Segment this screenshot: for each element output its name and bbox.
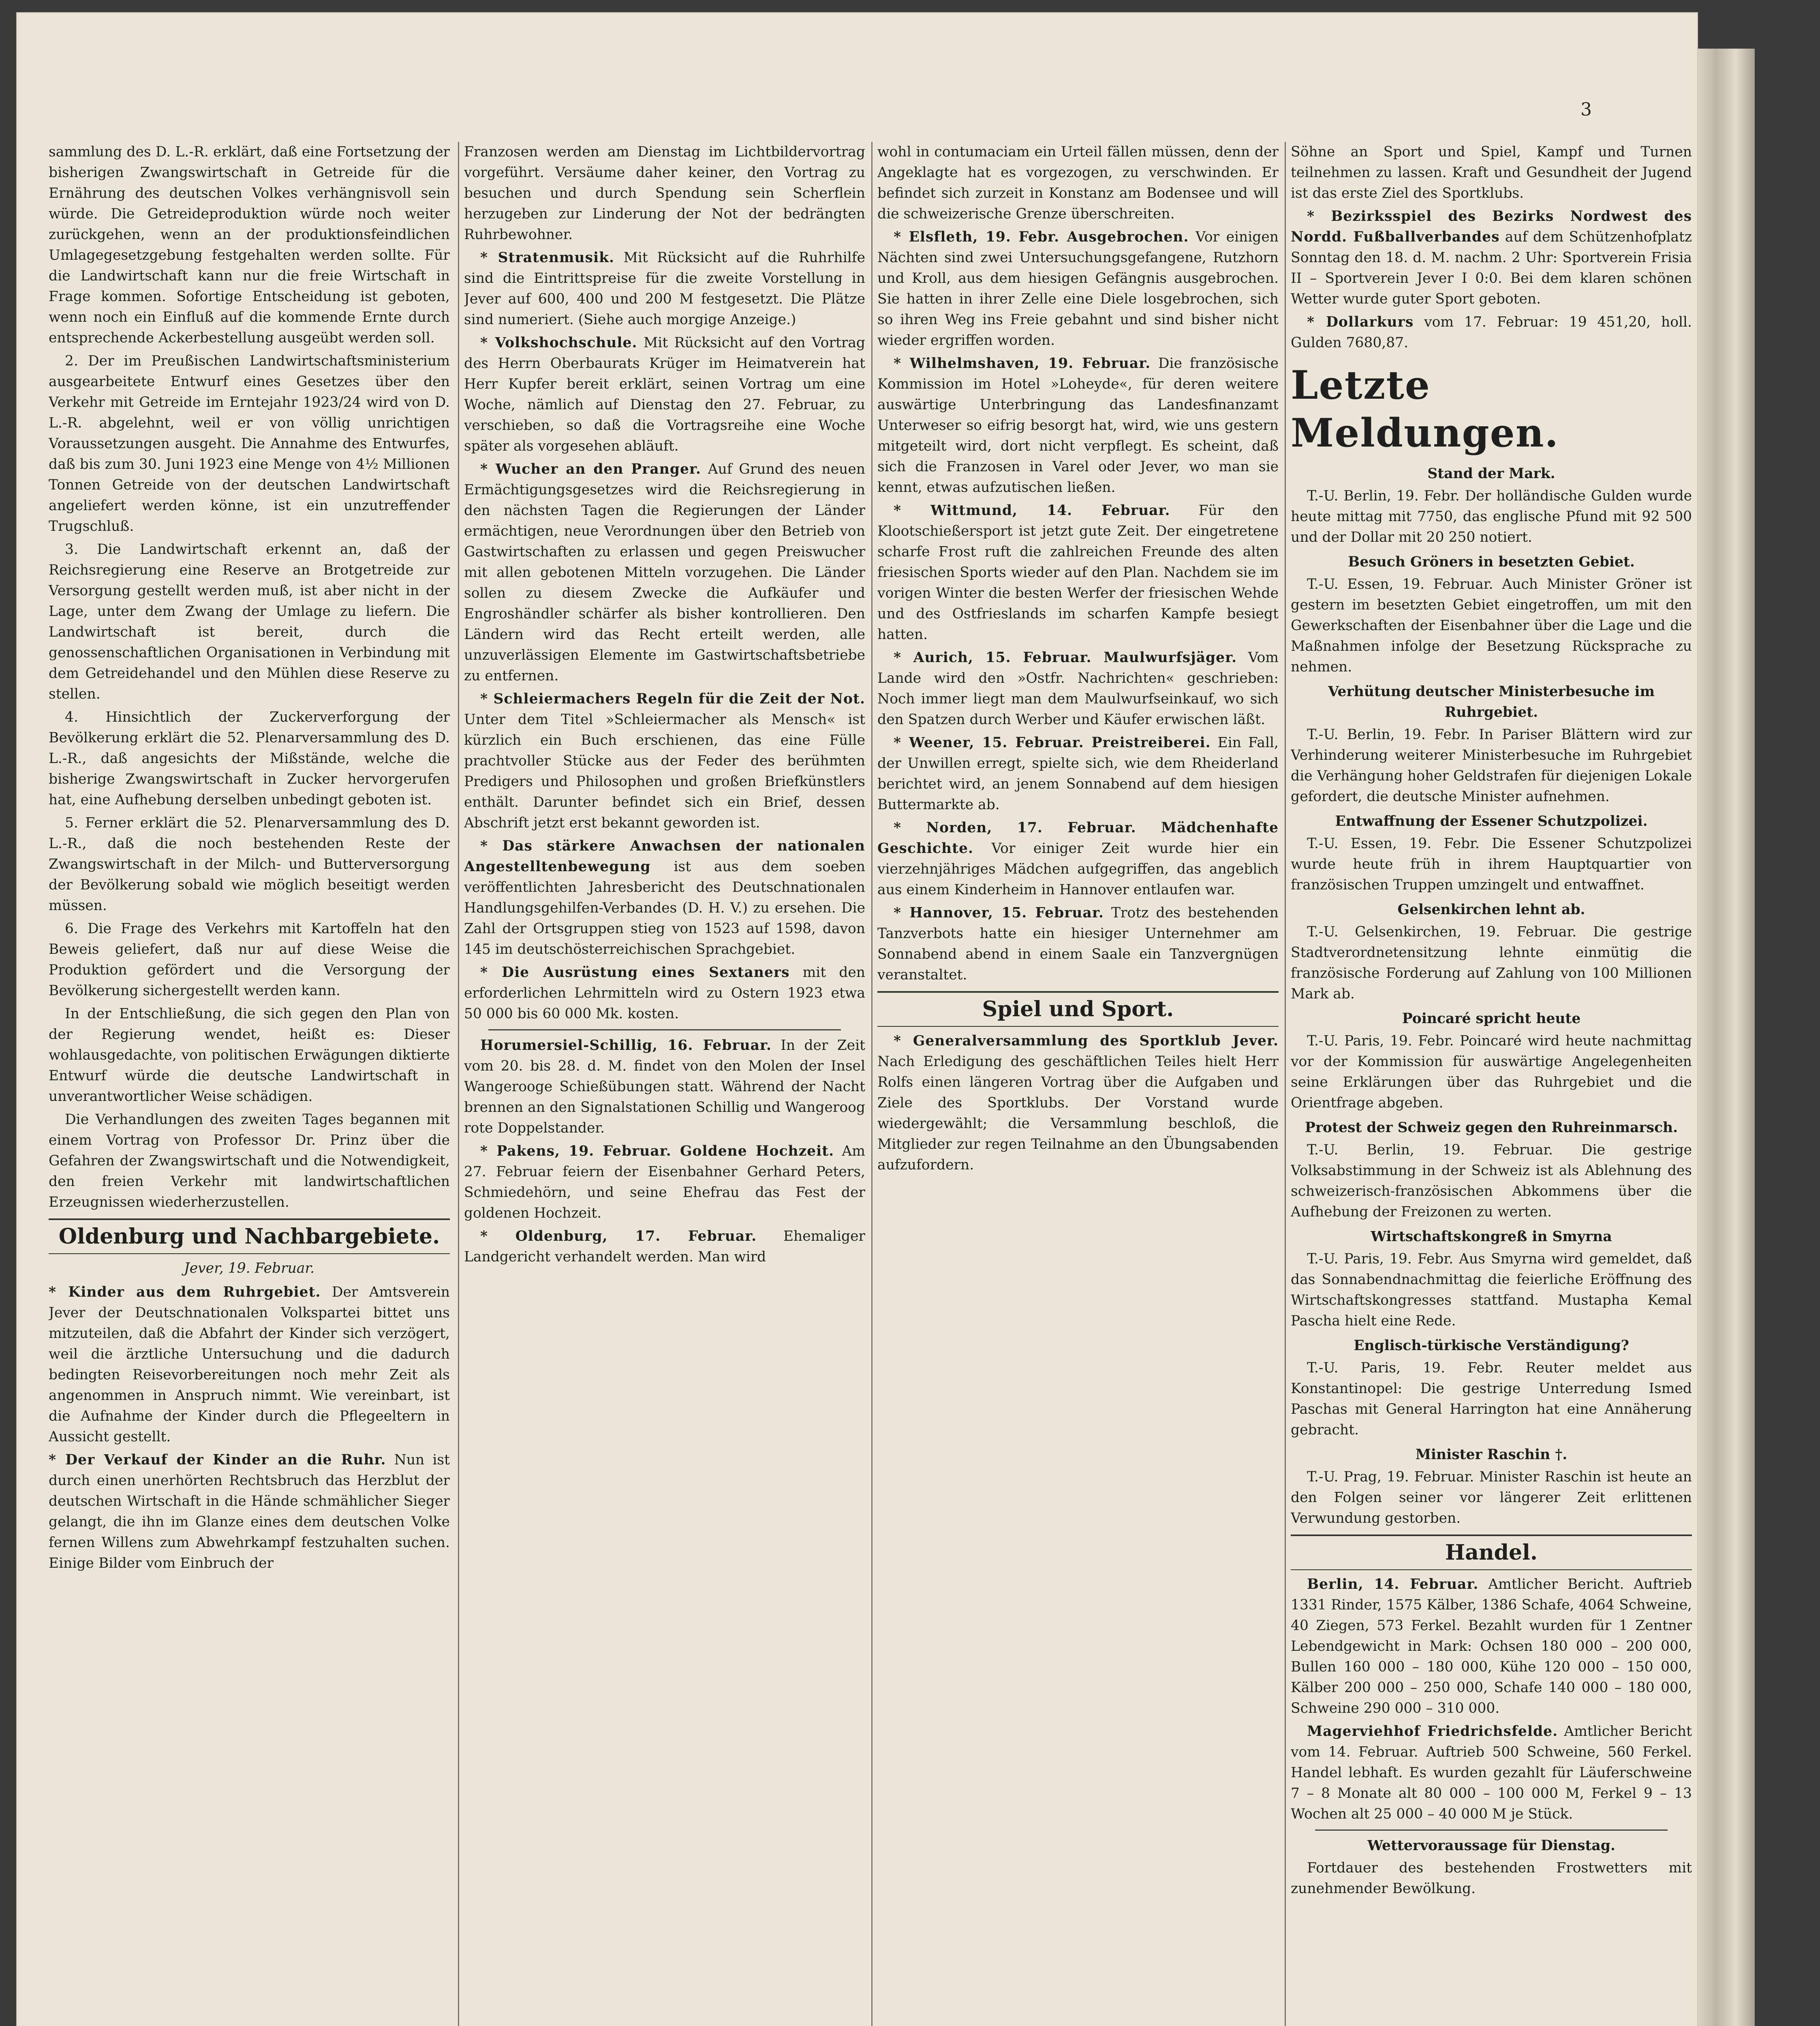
news-text: T.-U. Paris, 19. Febr. Reuter meldet aus Konstantinopel: Die gestrige Unterredung Ismed Paschas mit General Harrington hat eine Annäherung gebracht. <box>1291 1360 1692 1438</box>
item-text: Der Amtsverein Jever der Deutschnationalen Volkspartei bittet uns mitzuteilen, daß die Abfahrt der Kinder sich verzögert, weil die ärztliche Untersuchung und die dadurch bedingten Reisevorbereitungen noch mehr Zeit als angenommen in Anspruch nimmt. Wie vereinbart, ist die Aufnahme der Kinder durch die Pflegeeltern in Aussicht gestellt. <box>49 1284 450 1445</box>
news-item <box>49 1282 450 1447</box>
news-item <box>464 1141 865 1224</box>
item-text: Für den Klootschießersport ist jetzt gute Zeit. Der eingetretene scharfe Frost ruft die zahlreichen Freunde des alten friesischen Sports wieder auf den Plan. Nachdem sie im vorigen Winter die besten Werfer der friesischen Wehde und des Ostfrieslands im scharfen Kampfe besiegt hatten. <box>877 502 1279 643</box>
item-head: * Stratenmusik. <box>480 250 615 266</box>
item-head: * Wucher an den Pranger. <box>480 461 701 477</box>
news-text: T.-U. Berlin, 19. Febr. In Pariser Blättern wird zur Verhinderung weiterer Ministerbesuche im Ruhrgebiet die Verhängung hoher Geldstrafen für diejenigen Lokale gefordert, die deutsche Minister aufnehmen. <box>1291 727 1692 805</box>
news-head: Entwaffnung der Essener Schutzpolizei. <box>1335 813 1648 829</box>
news-item <box>1291 1574 1692 1719</box>
item-head: * Volkshochschule. <box>480 335 637 351</box>
news-head: Poincaré spricht heute <box>1402 1011 1581 1027</box>
news-head: Protest der Schweiz gegen den Ruhreinmarsch. <box>1305 1120 1678 1136</box>
news-head: Stand der Mark. <box>1427 466 1555 482</box>
news-text: T.-U. Prag, 19. Februar. Minister Raschin ist heute an den Folgen seiner vor längerer Zeit erlittenen Verwundung gestorben. <box>1291 1469 1692 1526</box>
item-head: * Wittmund, 14. Februar. <box>894 502 1170 519</box>
news-item <box>464 333 865 457</box>
news-item <box>877 500 1279 645</box>
item-text: Nun ist durch einen unerhörten Rechtsbruch das Herzblut der deutschen Wirtschaft in die Hände schmählicher Sieger gelangt, die ihn im Glanze eines dem deutschen Volke fernen Willens zum Abwehrkampf festzuhalten suchen. Einige Bilder vom Einbruch der <box>49 1452 450 1571</box>
paragraph: Die Verhandlungen des zweiten Tages begannen mit einem Vortrag von Professor Dr. Prinz über die Gefahren der Zwangswirtschaft und die Notwendigkeit, den freien Verkehr mit landwirtschaftlichen Erzeugnissen wiederherzustellen. <box>49 1111 450 1210</box>
news-item <box>464 459 865 686</box>
item-text: Mit Rücksicht auf den Vortrag des Herrn Oberbaurats Krüger im Heimatverein hat Herr Kupfer bereit erklärt, seinen Vortrag um eine Woche, nämlich auf Dienstag den 27. Februar, zu verschieben, so daß die Vortragsreihe eine Woche später als vorgesehen abläuft. <box>464 335 865 454</box>
paragraph: 4. Hinsichtlich der Zuckerverforgung der Bevölkerung erklärt die 52. Plenarversammlung des D. L.-R., daß angesichts der Mißstände, welche die bisherige Zwangswirtschaft in Zucker hervorgerufen hat, eine Aufhebung derselben unbedingt geboten ist. <box>49 709 450 808</box>
item-text: Ehemaliger Landgericht verhandelt werden. Man wird <box>464 1228 865 1265</box>
section-title-latest: Letzte Meldungen. <box>1291 362 1559 456</box>
item-text: auf dem Schützenhofplatz Sonntag den 18. d. M. nachm. 2 Uhr: Sportverein Frisia II – Sportverein Jever I 0:0. Bei dem klaren schönen Wetter wurde guter Sport geboten. <box>1291 229 1692 307</box>
paragraph: 2. Der im Preußischen Landwirtschaftsministerium ausgearbeitete Entwurf eines Gesetzes über den Verkehr mit Getreide im Erntejahr 1923/24 wird von D. L.-R. abgelehnt, weil er von völlig unrichtigen Voraussetzungen ausgeht. Die Annahme des Entwurfes, daß bis zum 30. Juni 1923 eine Menge von 4½ Millionen Tonnen Getreide von der deutschen Landwirtschaft angeliefert werden könne, ist ein unzutreffender Trugschluß. <box>49 353 450 534</box>
item-text: Nach Erledigung des geschäftlichen Teiles hielt Herr Rolfs einen längeren Vortrag über die Aufgaben und Ziele des Sportklubs. Der Vorstand wurde wiedergewählt; die Versammlung beschloß, die Mitglieder zur regen Teilnahme an den Übungsabenden aufzufordern. <box>877 1054 1279 1173</box>
item-head: Horumersiel-Schillig, 16. Februar. <box>480 1037 772 1054</box>
news-head: Wirtschaftskongreß in Smyrna <box>1371 1229 1612 1245</box>
news-head: Minister Raschin †. <box>1415 1447 1568 1463</box>
weather-head: Wettervoraussage für Dienstag. <box>1367 1838 1615 1854</box>
news-text: T.-U. Essen, 19. Februar. Auch Minister Gröner ist gestern im besetzten Gebiet eingetroffen, um mit den Gewerkschaften der Eisenbahner über die Lage und die Maßnahmen infolge der Besetzung Rücksprache zu nehmen. <box>1291 576 1692 675</box>
item-head: * Kinder aus dem Ruhrgebiet. <box>49 1284 321 1300</box>
item-head: * Der Verkauf der Kinder an die Ruhr. <box>49 1452 386 1468</box>
column-4 <box>1291 142 1692 2026</box>
column-rule <box>871 142 873 2026</box>
news-head: Gelsenkirchen lehnt ab. <box>1397 902 1585 918</box>
item-head: * Dollarkurs <box>1307 314 1414 330</box>
item-text: Vor einigen Nächten sind zwei Untersuchungsgefangene, Rutzhorn und Kroll, aus dem hiesigen Gefängnis ausgebrochen. Sie hatten in ihrer Zelle eine Diele losgebrochen, sich so ihren Weg ins Freie gebahnt und sind bisher nicht wieder ergriffen worden. <box>877 229 1279 348</box>
news-item <box>464 836 865 960</box>
item-head: * Aurich, 15. Februar. Maulwurfsjäger. <box>894 650 1237 666</box>
book-edge <box>1698 49 1755 2026</box>
news-item <box>877 648 1279 730</box>
section-title-trade: Handel. <box>1291 1534 1692 1570</box>
column-1 <box>49 142 450 2026</box>
column-rule <box>458 142 459 2026</box>
section-title-sport: Spiel und Sport. <box>877 991 1279 1027</box>
newspaper-page <box>16 12 1698 2026</box>
news-item <box>1291 206 1692 310</box>
item-head: * Generalversammlung des Sportklub Jever. <box>894 1033 1279 1049</box>
paragraph: Söhne an Sport und Spiel, Kampf und Turnen teilnehmen zu lassen. Kraft und Gesundheit der Jugend ist das erste Ziel des Sportklubs. <box>1291 144 1692 201</box>
item-head: Magerviehhof Friedrichsfelde. <box>1307 1723 1558 1740</box>
item-text: Ein Fall, der Unwillen erregt, spielte sich, wie dem Rheiderland berichtet wird, an jenem Sonnabend auf dem hiesigen Buttermarkte ab. <box>877 735 1279 813</box>
item-text: Vor einiger Zeit wurde hier ein vierzehnjähriges Mädchen aufgegriffen, das angeblich aus einem Kinderheim in Hannover entlaufen war. <box>877 840 1279 898</box>
item-head: * Das stärkere Anwachsen der nationalen Angestelltenbewegung <box>464 838 865 875</box>
item-text: Amtlicher Bericht vom 14. Februar. Auftrieb 500 Schweine, 560 Ferkel. Handel lebhaft. Es wurden gezahlt für Läuferschweine 7 – 8 Monate alt 80 000 – 100 000 M, Ferkel 9 – 13 Wochen alt 25 000 – 40 000 M je Stück. <box>1291 1723 1692 1822</box>
item-text: mit den erforderlichen Lehrmitteln wird zu Ostern 1923 etwa 50 000 bis 60 000 Mk. kosten. <box>464 964 865 1022</box>
dateline: Jever, 19. Februar. <box>184 1260 315 1276</box>
item-head: * Hannover, 15. Februar. <box>894 905 1104 921</box>
news-item <box>877 733 1279 815</box>
news-item <box>49 1450 450 1574</box>
news-item <box>877 1031 1279 1175</box>
item-text: Vom Lande wird den »Ostfr. Nachrichten« geschrieben: Noch immer liegt man dem Maulwurfseinkauf, wo sich den Spatzen durch Werber und Käufer erwischen läßt. <box>877 650 1279 728</box>
paragraph: wohl in contumaciam ein Urteil fällen müssen, denn der Angeklagte hat es vorgezogen, zu verschwinden. Er befindet sich zurzeit in Konstanz am Bodensee und will die schweizerische Grenze überschreiten. <box>877 144 1279 222</box>
paragraph: Franzosen werden am Dienstag im Lichtbildervortrag vorgeführt. Versäume daher keiner, den Vortrag zu besuchen und durch Spendung sein Scherflein herzugeben zur Linderung der Not der bedrängten Ruhrbewohner. <box>464 144 865 243</box>
news-item <box>464 248 865 330</box>
item-head: * Weener, 15. Februar. Preistreiberei. <box>894 735 1211 751</box>
news-item <box>464 1226 865 1267</box>
item-text: Am 27. Februar feiern der Eisenbahner Gerhard Peters, Schmiedehörn, und seine Ehefrau das Fest der goldenen Hochzeit. <box>464 1143 865 1221</box>
news-text: T.-U. Gelsenkirchen, 19. Februar. Die gestrige Stadtverordnetensitzung lehnte einmütig die französische Forderung auf Zahlung von 100 Millionen Mark ab. <box>1291 924 1692 1002</box>
news-item <box>464 1035 865 1139</box>
news-item <box>464 689 865 833</box>
paragraph: sammlung des D. L.-R. erklärt, daß eine Fortsetzung der bisherigen Zwangswirtschaft in Getreide für die Ernährung des deutschen Volkes verhängnisvoll sein würde. Die Getreideproduktion würde noch weiter zurückgehen, wenn an der produktionsfeindlichen Umlagegesetzgebung festgehalten werden sollte. Für die Landwirtschaft kann nur die freie Wirtschaft in Frage kommen. Sofortige Entscheidung ist geboten, wenn noch ein Einfluß auf die kommende Ernte durch entsprechende Ackerbestellung ausgeübt werden soll. <box>49 144 450 346</box>
news-item <box>464 962 865 1024</box>
column-rule <box>1285 142 1286 2026</box>
column-3 <box>877 142 1279 2026</box>
item-text: In der Zeit vom 20. bis 28. d. M. findet von den Molen der Insel Wangerooge Schießübungen statt. Während der Nacht brennen an den Signalstationen Schillig und Wangeroog rote Doppelstander. <box>464 1037 865 1136</box>
news-item <box>877 903 1279 985</box>
news-text: T.-U. Essen, 19. Febr. Die Essener Schutzpolizei wurde heute früh in ihrem Hauptquartier von französischen Truppen umzingelt und entwaffnet. <box>1291 836 1692 893</box>
item-head: * Pakens, 19. Februar. Goldene Hochzeit. <box>480 1143 834 1159</box>
item-text: Trotz des bestehenden Tanzverbots hatte ein hiesiger Unternehmer am Sonnabend abend in einem Saale ein Tanzvergnügen veranstaltet. <box>877 905 1279 983</box>
item-text: vom 17. Februar: 19 451,20, holl. Gulden 7680,87. <box>1291 314 1692 351</box>
paragraph: 6. Die Frage des Verkehrs mit Kartoffeln hat den Beweis geliefert, daß nur auf diese Weise die Produktion gefördert und die Versorgung der Bevölkerung sichergestellt werden kann. <box>49 921 450 999</box>
section-title-oldenburg: Oldenburg und Nachbargebiete. <box>49 1218 450 1254</box>
item-head: Berlin, 14. Februar. <box>1307 1576 1479 1592</box>
news-item <box>1291 1721 1692 1825</box>
paragraph: In der Entschließung, die sich gegen den Plan von der Regierung wendet, heißt es: Dieser wohlausgedachte, von politischen Erwägungen diktierte Entwurf würde die deutsche Landwirtschaft in unverantwortlicher Weise schädigen. <box>49 1006 450 1105</box>
news-head: Besuch Gröners in besetzten Gebiet. <box>1348 554 1635 570</box>
news-text: T.-U. Paris, 19. Febr. Poincaré wird heute nachmittag vor der Kommission für auswärtige Angelegenheiten seine Erklärungen über das Ruhrgebiet und die Orientfrage abgeben. <box>1291 1033 1692 1111</box>
item-text: Die französische Kommission im Hotel »Loheyde«, für deren weitere auswärtige Unterbringung das Landesfinanzamt Unterweser so eifrig besorgt hat, wird, wie uns gestern mitgeteilt wird, dort nicht verpflegt. Es scheint, daß sich die Franzosen in Varel oder Jever, wo man sie kennt, etwas aufzutischen ließen. <box>877 355 1279 496</box>
item-head: * Bezirksspiel des Bezirks Nordwest des Nordd. Fußballverbandes <box>1291 208 1692 245</box>
item-head: * Wilhelmshaven, 19. Februar. <box>894 355 1151 372</box>
item-text: Unter dem Titel »Schleiermacher als Mensch« ist kürzlich ein Buch erschienen, das eine Fülle prachtvoller Stücke aus der Feder des berühmten Predigers und Philosophen und großen Briefkünstlers enthält. Darunter befindet sich ein Brief, dessen Abschrift jetzt erst bekannt geworden ist. <box>464 712 865 831</box>
paragraph: 3. Die Landwirtschaft erkennt an, daß der Reichsregierung eine Reserve an Brotgetreide zur Versorgung gestellt werden muß, ist aber nicht in der Lage, unter dem Zwang der Umlage zu liefern. Die Landwirtschaft ist bereit, durch die genossenschaftlichen Organisationen in Verbindung mit dem Getreidehandel und den Mühlen diese Reserve zu stellen. <box>49 541 450 702</box>
item-text: ist aus dem soeben veröffentlichten Jahresbericht des Deutschnationalen Handlungsgehilfen-Verbandes (D. H. V.) zu ersehen. Die Zahl der Ortsgruppen stieg von 1523 auf 1598, davon 145 im deutschösterreichischen Sprachgebiet. <box>464 859 865 957</box>
page-number: 3 <box>1580 99 1592 120</box>
item-text: Mit Rücksicht auf die Ruhrhilfe sind die Eintrittspreise für die zweite Vorstellung in Jever auf 600, 400 und 200 M festgesetzt. Die Plätze sind numeriert. (Siehe auch morgige Anzeige.) <box>464 250 865 328</box>
news-item <box>877 353 1279 498</box>
news-item <box>877 818 1279 900</box>
item-head: * Norden, 17. Februar. Mädchenhafte Geschichte. <box>877 820 1279 857</box>
weather-text: Fortdauer des bestehenden Frostwetters mit zunehmender Bewölkung. <box>1291 1860 1692 1897</box>
separator <box>1315 1829 1668 1831</box>
item-head: * Die Ausrüstung eines Sextaners <box>480 964 790 981</box>
separator <box>488 1029 841 1030</box>
news-text: T.-U. Berlin, 19. Febr. Der holländische Gulden wurde heute mittag mit 7750, das englische Pfund mit 92 500 und der Dollar mit 20 250 notiert. <box>1291 488 1692 545</box>
item-text: Amtlicher Bericht. Auftrieb 1331 Rinder, 1575 Kälber, 1386 Schafe, 4064 Schweine, 40 Ziegen, 573 Ferkel. Bezahlt wurden für 1 Zentner Lebendgewicht in Mark: Ochsen 180 000 – 200 000, Bullen 160 000 – 180 000, Kühe 120 000 – 150 000, Kälber 200 000 – 250 000, Schafe 140 000 – 180 000, Schweine 290 000 – 310 000. <box>1291 1576 1692 1716</box>
item-head: * Schleiermachers Regeln für die Zeit der Not. <box>480 691 865 707</box>
column-2 <box>464 142 865 2026</box>
news-item <box>877 227 1279 351</box>
item-head: * Elsfleth, 19. Febr. Ausgebrochen. <box>894 229 1189 245</box>
news-text: T.-U. Paris, 19. Febr. Aus Smyrna wird gemeldet, daß das Sonnabendnachmittag die feierliche Eröffnung des Wirtschaftskongresses stattfand. Mustapha Kemal Pascha hielt eine Rede. <box>1291 1251 1692 1329</box>
item-head: * Oldenburg, 17. Februar. <box>480 1228 757 1244</box>
news-head: Verhütung deutscher Ministerbesuche im Ruhrgebiet. <box>1328 684 1655 720</box>
news-head: Englisch-türkische Verständigung? <box>1354 1338 1629 1354</box>
news-text: T.-U. Berlin, 19. Februar. Die gestrige Volksabstimmung in der Schweiz ist als Ablehnung des schweizerisch-französischen Abkommens über die Aufhebung der Freizonen zu werten. <box>1291 1142 1692 1220</box>
news-item <box>1291 312 1692 353</box>
paragraph: 5. Ferner erklärt die 52. Plenarversammlung des D. L.-R., daß die noch bestehenden Reste der Zwangswirtschaft in der Milch- und Butterversorgung der Bevölkerung sobald wie möglich beseitigt werden müssen. <box>49 815 450 914</box>
item-text: Auf Grund des neuen Ermächtigungsgesetzes wird die Reichsregierung in den nächsten Tagen die Regierungen der Länder ermächtigen, neue Verordnungen über den Betrieb von Gastwirtschaften zu erlassen und gegen Preiswucher mit allen gebotenen Mitteln vorzugehen. Die Länder sollen zu diesem Zwecke die Aufkäufer und Engroshändler schärfer als bisher kontrollieren. Den Ländern wird das Recht erteilt werden, alle unzuverlässigen Elemente im Gastwirtschaftsbetriebe zu entfernen. <box>464 461 865 684</box>
